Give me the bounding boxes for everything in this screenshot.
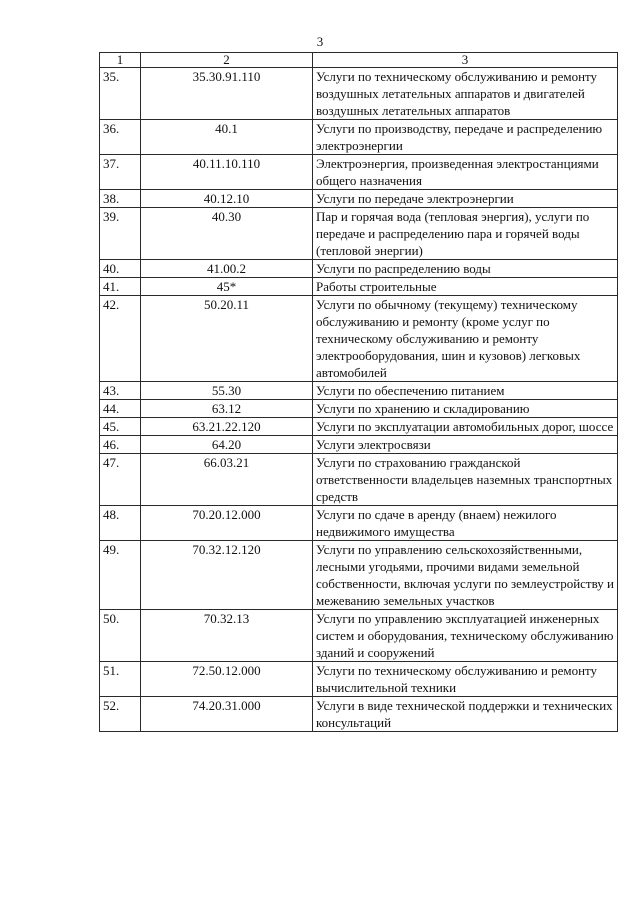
service-description: Услуги по производству, передаче и распределению электроэнергии [313, 120, 618, 155]
row-number: 42. [100, 296, 141, 382]
row-number: 49. [100, 541, 141, 610]
table-row [100, 382, 618, 400]
service-description: Работы строительные [313, 278, 618, 296]
service-code: 40.1 [141, 120, 313, 155]
row-number: 37. [100, 155, 141, 190]
service-code: 35.30.91.110 [141, 68, 313, 120]
table-row [100, 418, 618, 436]
row-number: 36. [100, 120, 141, 155]
table-row [100, 506, 618, 541]
table-row [100, 662, 618, 697]
service-description: Услуги по хранению и складированию [313, 400, 618, 418]
table-row [100, 400, 618, 418]
table-row [100, 278, 618, 296]
service-code: 70.20.12.000 [141, 506, 313, 541]
service-description: Услуги по управлению эксплуатацией инженерных систем и оборудования, техническому обслуживанию зданий и сооружений [313, 610, 618, 662]
service-code: 66.03.21 [141, 454, 313, 506]
service-code: 40.30 [141, 208, 313, 260]
service-description: Услуги по техническому обслуживанию и ремонту воздушных летательных аппаратов и двигателей воздушных летательных аппаратов [313, 68, 618, 120]
service-code: 55.30 [141, 382, 313, 400]
table-row [100, 155, 618, 190]
row-number: 43. [100, 382, 141, 400]
service-code: 63.21.22.120 [141, 418, 313, 436]
table-row [100, 260, 618, 278]
service-code: 41.00.2 [141, 260, 313, 278]
services-table [99, 52, 618, 732]
table-row [100, 68, 618, 120]
page-number: 3 [316, 34, 324, 49]
service-description: Пар и горячая вода (тепловая энергия), услуги по передаче и распределению пара и горячей воды (тепловой энергии) [313, 208, 618, 260]
service-code: 70.32.12.120 [141, 541, 313, 610]
service-code: 72.50.12.000 [141, 662, 313, 697]
service-code: 74.20.31.000 [141, 697, 313, 732]
service-description: Услуги по техническому обслуживанию и ремонту вычислительной техники [313, 662, 618, 697]
table-row [100, 190, 618, 208]
row-number: 41. [100, 278, 141, 296]
header-col-3: 3 [313, 53, 618, 68]
row-number: 38. [100, 190, 141, 208]
service-code: 50.20.11 [141, 296, 313, 382]
service-description: Услуги по страхованию гражданской ответственности владельцев наземных транспортных средств [313, 454, 618, 506]
service-code: 63.12 [141, 400, 313, 418]
service-code: 64.20 [141, 436, 313, 454]
row-number: 51. [100, 662, 141, 697]
table-row [100, 541, 618, 610]
service-description: Услуги по эксплуатации автомобильных дорог, шоссе [313, 418, 618, 436]
service-code: 45* [141, 278, 313, 296]
row-number: 44. [100, 400, 141, 418]
table-row [100, 208, 618, 260]
row-number: 46. [100, 436, 141, 454]
service-description: Услуги по обычному (текущему) техническому обслуживанию и ремонту (кроме услуг по техническому обслуживанию и ремонту электрооборудования, шин и кузовов) легковых автомобилей [313, 296, 618, 382]
service-description: Услуги по сдаче в аренду (внаем) нежилого недвижимого имущества [313, 506, 618, 541]
table-row [100, 610, 618, 662]
service-code: 40.12.10 [141, 190, 313, 208]
row-number: 45. [100, 418, 141, 436]
row-number: 52. [100, 697, 141, 732]
table-header [100, 53, 618, 68]
table-row [100, 296, 618, 382]
service-description: Услуги по распределению воды [313, 260, 618, 278]
table-row [100, 454, 618, 506]
row-number: 47. [100, 454, 141, 506]
service-description: Услуги электросвязи [313, 436, 618, 454]
service-description: Электроэнергия, произведенная электростанциями общего назначения [313, 155, 618, 190]
table-row [100, 697, 618, 732]
row-number: 50. [100, 610, 141, 662]
service-description: Услуги по обеспечению питанием [313, 382, 618, 400]
service-code: 70.32.13 [141, 610, 313, 662]
table-body [100, 68, 618, 732]
service-code: 40.11.10.110 [141, 155, 313, 190]
row-number: 40. [100, 260, 141, 278]
row-number: 35. [100, 68, 141, 120]
table-row [100, 120, 618, 155]
service-description: Услуги по передаче электроэнергии [313, 190, 618, 208]
row-number: 39. [100, 208, 141, 260]
header-col-2: 2 [141, 53, 313, 68]
header-row [100, 53, 618, 68]
header-col-1: 1 [100, 53, 141, 68]
table-row [100, 436, 618, 454]
service-description: Услуги в виде технической поддержки и технических консультаций [313, 697, 618, 732]
service-description: Услуги по управлению сельскохозяйственными, лесными угодьями, прочими видами земельной собственности, включая услуги по землеустройству и межеванию земельных участков [313, 541, 618, 610]
row-number: 48. [100, 506, 141, 541]
